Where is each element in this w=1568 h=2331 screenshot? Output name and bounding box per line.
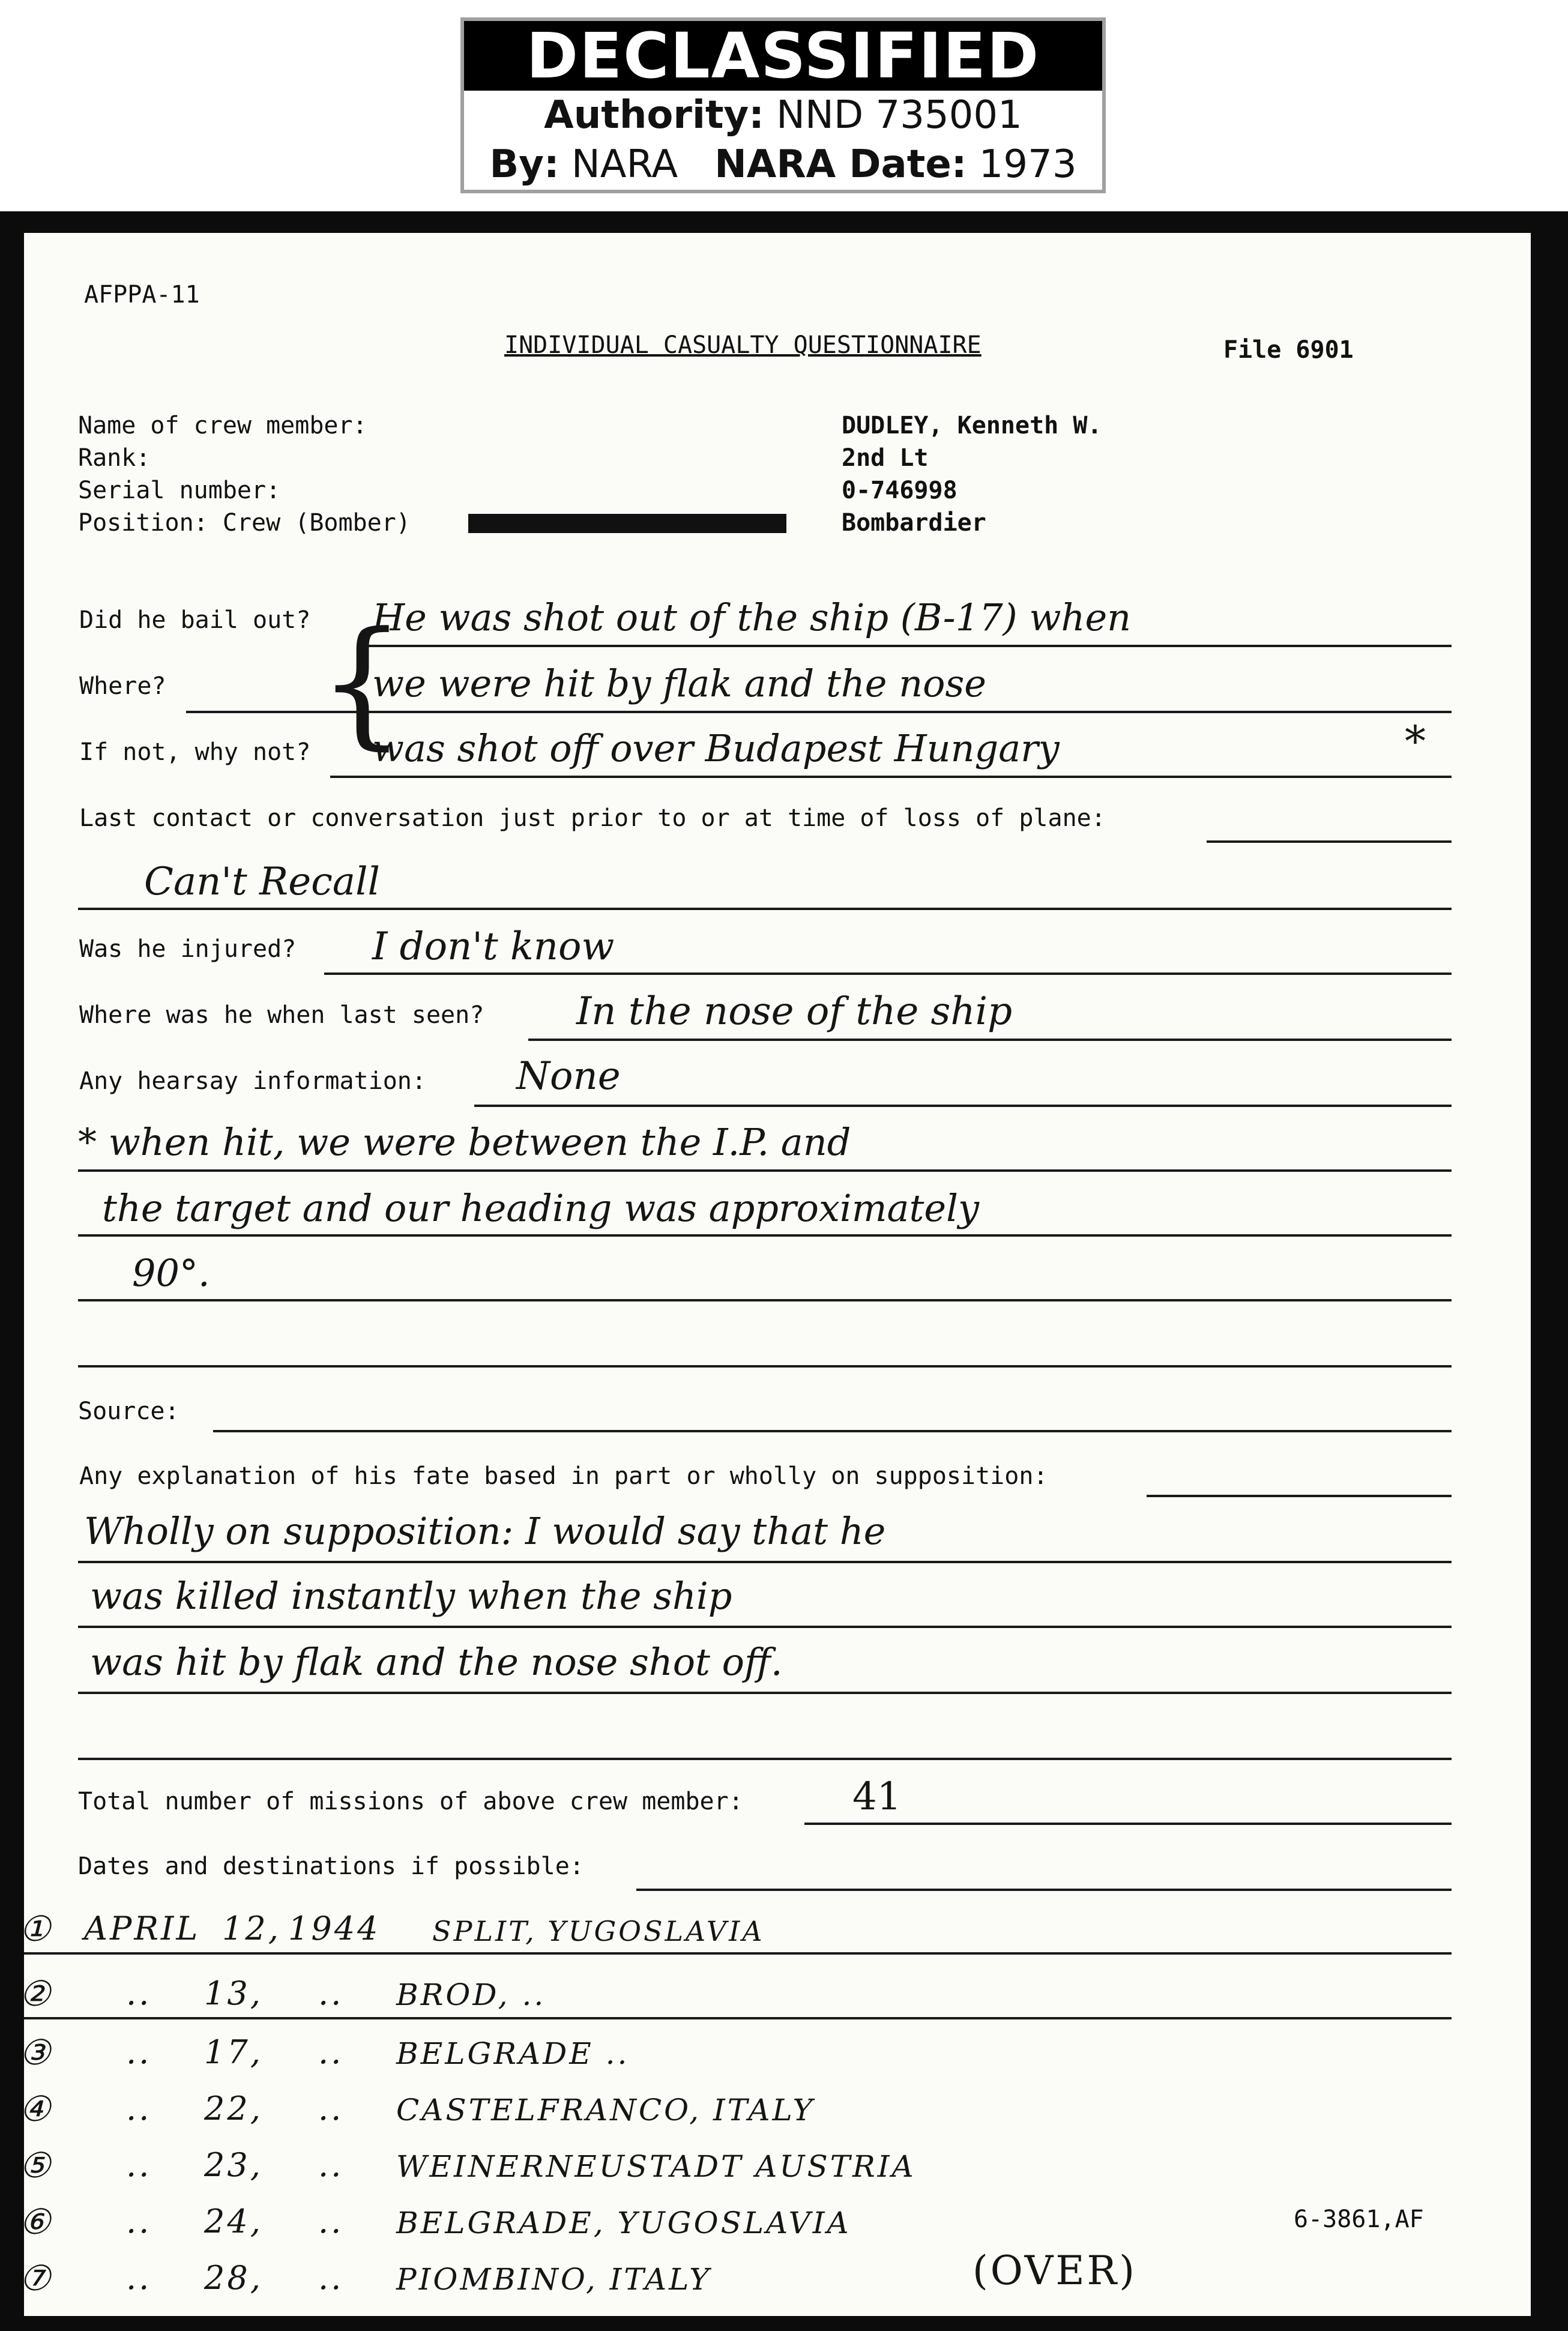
mission-line-2 bbox=[24, 2017, 1452, 2019]
hw-last-seen: In the nose of the ship bbox=[576, 989, 1013, 1034]
answer-line-dates bbox=[636, 1889, 1452, 1891]
label-explanation: Any explanation of his fate based in part or wholly on supposition: bbox=[79, 1462, 1048, 1490]
mission-year-3: .. bbox=[318, 2033, 344, 2071]
file-number: File 6901 bbox=[1223, 336, 1354, 364]
hw-bail-2: we were hit by flak and the nose bbox=[372, 662, 986, 705]
mission-dest-3: BELGRADE .. bbox=[396, 2036, 630, 2071]
mission-day-3: 17, bbox=[204, 2033, 263, 2071]
mission-dest-2: BROD, .. bbox=[396, 1977, 546, 2012]
label-serial: Serial number: bbox=[78, 477, 281, 504]
mission-year-6: .. bbox=[318, 2203, 344, 2240]
label-rank: Rank: bbox=[78, 444, 151, 472]
stamp-by-label: By: bbox=[489, 142, 559, 187]
redaction-mark bbox=[468, 514, 786, 533]
mission-year-1: 1944 bbox=[288, 1910, 381, 1947]
answer-line-last-contact-2 bbox=[78, 908, 1452, 910]
label-source: Source: bbox=[78, 1398, 179, 1425]
mission-dest-6: BELGRADE, YUGOSLAVIA bbox=[396, 2206, 851, 2240]
brace-mark: { bbox=[318, 603, 406, 763]
hw-asterisk: * bbox=[1405, 717, 1426, 766]
label-last-seen: Where was he when last seen? bbox=[79, 1001, 484, 1029]
stamp-date-label: NARA Date: bbox=[714, 142, 967, 187]
stamp-title: DECLASSIFIED bbox=[464, 21, 1102, 91]
answer-line-note-1 bbox=[78, 1169, 1452, 1172]
answer-line-if-not bbox=[330, 776, 1452, 778]
mission-month-1: APRIL bbox=[84, 1910, 201, 1947]
mission-num-2: ② bbox=[19, 1973, 53, 2014]
hw-bail-1: He was shot out of the ship (B-17) when bbox=[372, 596, 1132, 639]
answer-line-explanation-1 bbox=[78, 1561, 1452, 1563]
mission-dest-4: CASTELFRANCO, ITALY bbox=[396, 2093, 815, 2127]
label-injured: Was he injured? bbox=[79, 935, 297, 963]
hw-note-2: the target and our heading was approximately bbox=[102, 1186, 979, 1230]
answer-line-hearsay bbox=[474, 1105, 1452, 1107]
mission-month-3: .. bbox=[126, 2033, 152, 2071]
hw-note-3: 90°. bbox=[132, 1251, 210, 1295]
mission-num-1: ① bbox=[19, 1908, 53, 1949]
mission-dest-1: SPLIT, YUGOSLAVIA bbox=[432, 1915, 765, 1947]
answer-line-bail bbox=[360, 645, 1452, 647]
answer-line-source bbox=[213, 1430, 1452, 1432]
mission-num-4: ④ bbox=[19, 2088, 53, 2129]
mission-day-2: 13, bbox=[204, 1974, 263, 2012]
mission-month-7: .. bbox=[126, 2259, 152, 2297]
label-bail-out: Did he bail out? bbox=[79, 606, 311, 634]
label-dates: Dates and destinations if possible: bbox=[78, 1853, 584, 1880]
declassified-stamp bbox=[460, 17, 1106, 193]
mission-year-4: .. bbox=[318, 2090, 344, 2127]
mission-num-7: ⑦ bbox=[19, 2258, 53, 2299]
mission-year-2: .. bbox=[318, 1974, 344, 2012]
form-title: INDIVIDUAL CASUALTY QUESTIONNAIRE bbox=[504, 331, 982, 359]
label-name: Name of crew member: bbox=[78, 412, 367, 439]
answer-line-missions bbox=[804, 1823, 1452, 1825]
stamp-by bbox=[464, 140, 1102, 189]
hw-missions-count: 41 bbox=[852, 1775, 902, 1819]
mission-month-2: .. bbox=[126, 1974, 152, 2012]
answer-line-injured bbox=[324, 973, 1452, 975]
label-last-contact: Last contact or conversation just prior to or at time of loss of plane: bbox=[79, 804, 1106, 832]
mission-month-5: .. bbox=[126, 2146, 152, 2184]
hw-hearsay: None bbox=[516, 1054, 621, 1099]
label-missions: Total number of missions of above crew member: bbox=[78, 1788, 743, 1815]
hw-explanation-2: was killed instantly when the ship bbox=[90, 1574, 732, 1618]
label-position: Position: Crew (Bomber) bbox=[78, 509, 411, 537]
answer-line-explanation bbox=[1147, 1495, 1452, 1497]
mission-day-6: 24, bbox=[204, 2203, 263, 2240]
mission-year-7: .. bbox=[318, 2259, 344, 2297]
value-position: Bombardier bbox=[842, 509, 986, 537]
stamp-date-value: 1973 bbox=[978, 142, 1077, 187]
hw-bail-3: was shot off over Budapest Hungary bbox=[372, 726, 1060, 770]
label-where: Where? bbox=[79, 672, 166, 700]
mission-num-5: ⑤ bbox=[19, 2145, 53, 2186]
mission-day-7: 28, bbox=[204, 2259, 263, 2297]
form-code: 6-3861,AF bbox=[1294, 2206, 1424, 2233]
answer-line-explanation-4 bbox=[78, 1758, 1452, 1760]
answer-line-note-2 bbox=[78, 1234, 1452, 1237]
mission-day-4: 22, bbox=[204, 2090, 263, 2127]
stamp-authority-label: Authority: bbox=[544, 93, 764, 137]
mission-dest-5: WEINERNEUSTADT AUSTRIA bbox=[396, 2149, 916, 2184]
mission-line-1 bbox=[24, 1952, 1452, 1955]
scanned-page bbox=[0, 211, 1568, 2331]
answer-line-note-3 bbox=[78, 1299, 1452, 1301]
label-hearsay: Any hearsay information: bbox=[79, 1067, 426, 1095]
mission-day-5: 23, bbox=[204, 2146, 263, 2184]
mission-num-3: ③ bbox=[19, 2032, 53, 2073]
mission-num-6: ⑥ bbox=[19, 2201, 53, 2242]
mission-month-4: .. bbox=[126, 2090, 152, 2127]
value-serial: 0-746998 bbox=[842, 477, 957, 504]
hw-last-contact: Can't Recall bbox=[144, 860, 380, 904]
mission-dest-7: PIOMBINO, ITALY bbox=[396, 2262, 712, 2297]
answer-line-last-contact bbox=[1207, 840, 1452, 843]
answer-line-blank bbox=[78, 1365, 1452, 1368]
hw-injured: I don't know bbox=[372, 924, 615, 969]
hw-over: (OVER) bbox=[972, 2248, 1137, 2294]
stamp-by-value: NARA bbox=[571, 142, 678, 187]
stamp-authority bbox=[464, 91, 1102, 140]
answer-line-explanation-3 bbox=[78, 1692, 1452, 1694]
mission-day-1: 12, bbox=[222, 1910, 281, 1947]
answer-line-last-seen bbox=[528, 1039, 1452, 1041]
answer-line-explanation-2 bbox=[78, 1626, 1452, 1628]
value-name: DUDLEY, Kenneth W. bbox=[842, 412, 1102, 439]
mission-month-6: .. bbox=[126, 2203, 152, 2240]
value-rank: 2nd Lt bbox=[842, 444, 929, 472]
hw-explanation-3: was hit by flak and the nose shot off. bbox=[90, 1640, 783, 1684]
form-id: AFPPA-11 bbox=[84, 281, 200, 309]
hw-explanation-1: Wholly on supposition: I would say that he bbox=[84, 1509, 886, 1553]
mission-year-5: .. bbox=[318, 2146, 344, 2184]
stamp-authority-value: NND 735001 bbox=[776, 93, 1022, 137]
label-if-not: If not, why not? bbox=[79, 738, 311, 766]
form-sheet bbox=[19, 233, 1531, 2316]
hw-note-1: * when hit, we were between the I.P. and bbox=[78, 1120, 851, 1164]
